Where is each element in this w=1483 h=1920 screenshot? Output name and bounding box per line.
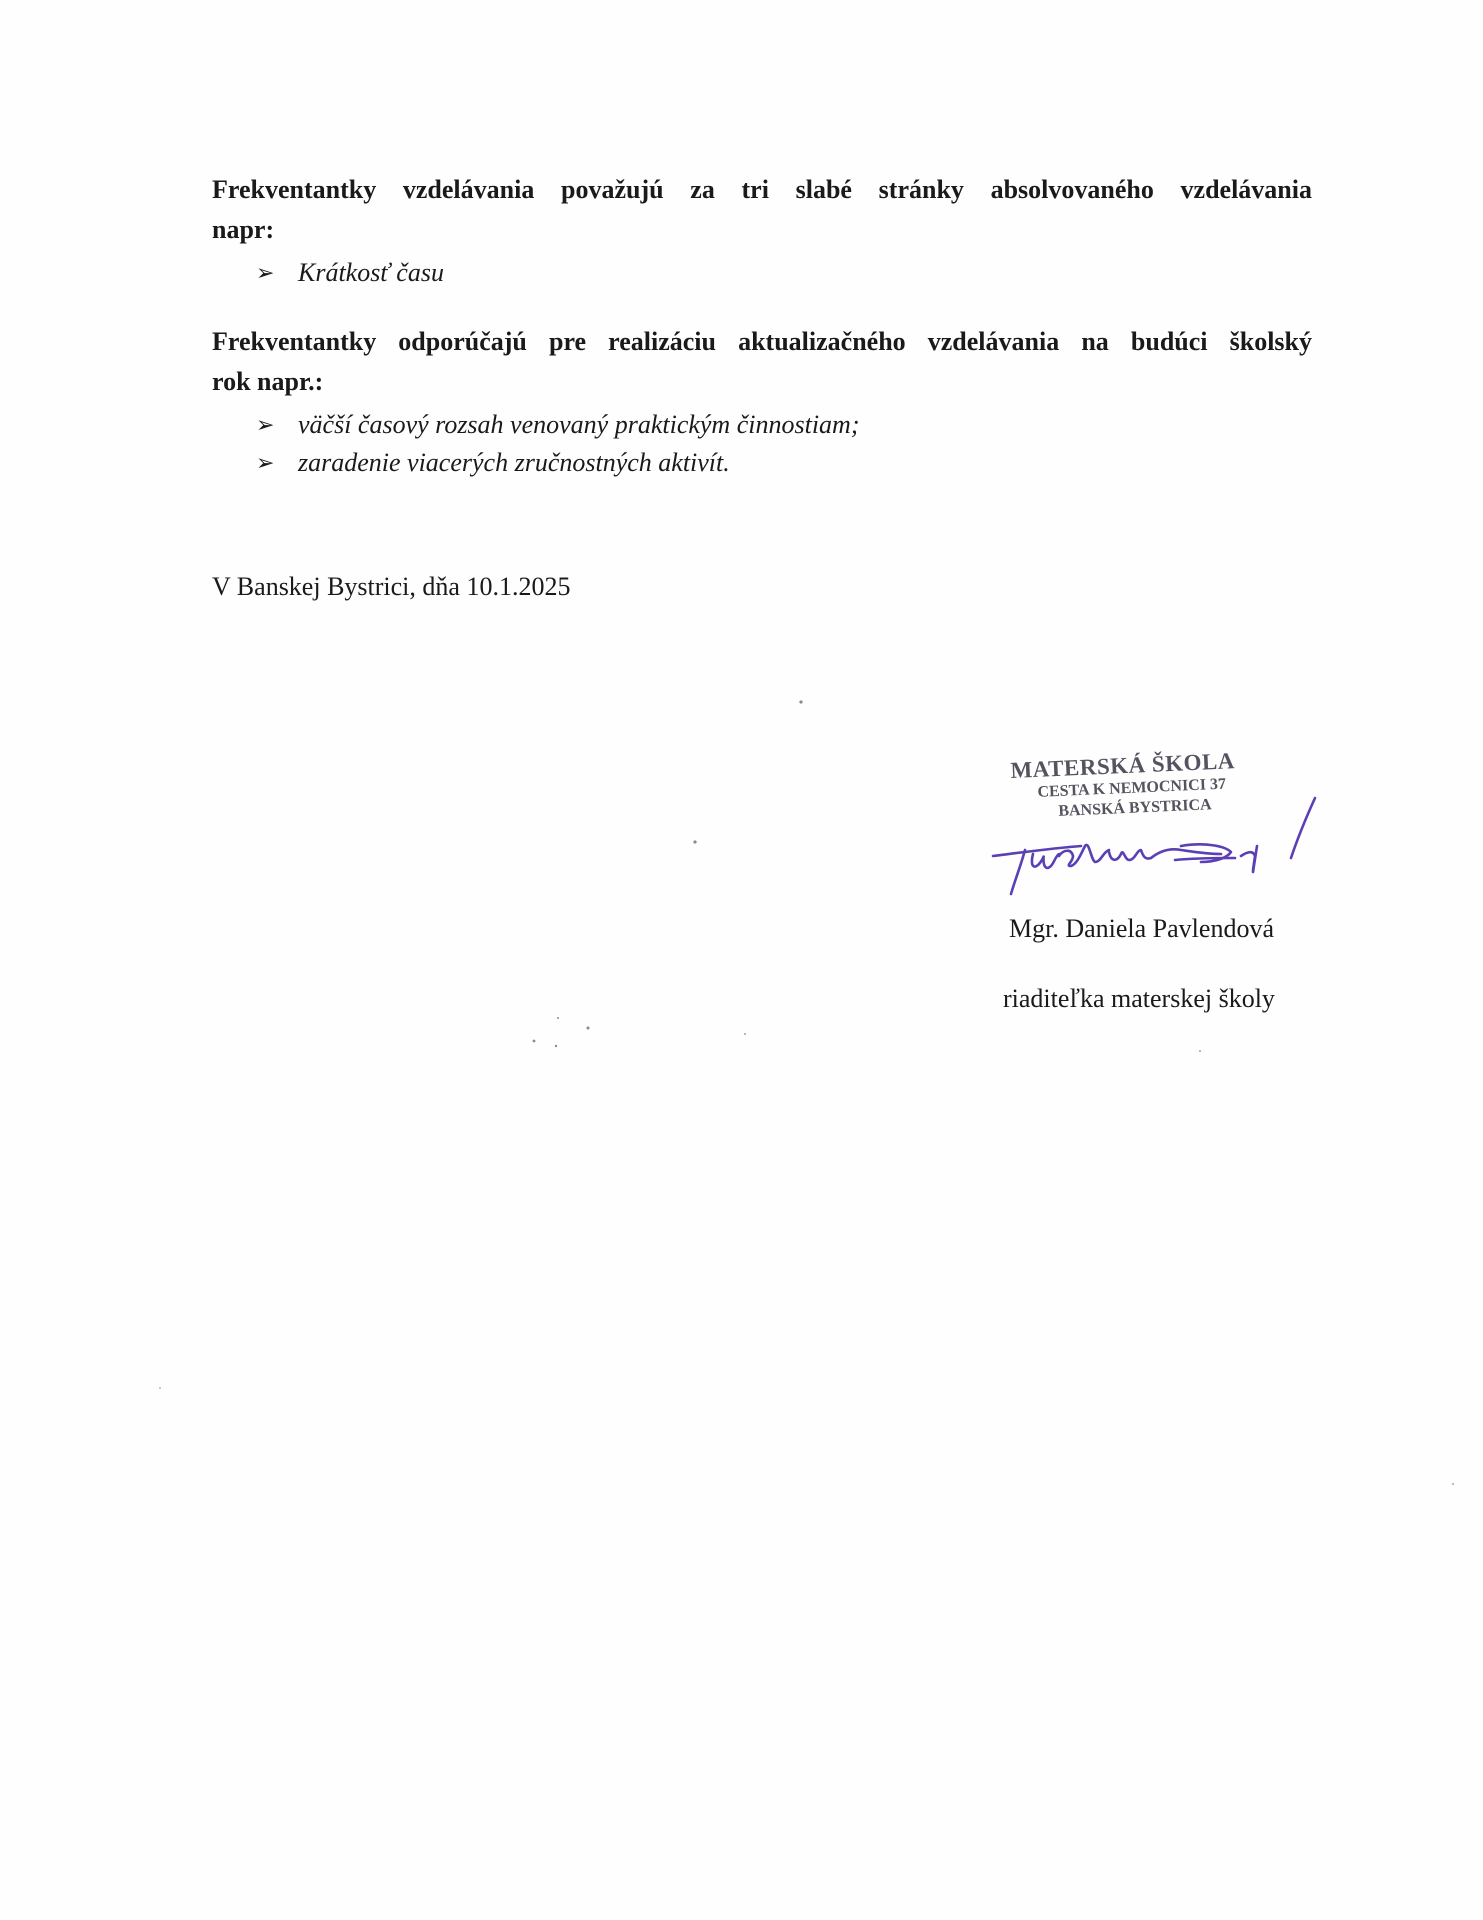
stamp-line-2: CESTA K NEMOCNICI 37	[1037, 775, 1227, 801]
arrow-bullet-icon: ➢	[256, 450, 275, 475]
list-item-text: väčší časový rozsah venovaný praktickým činnostiam;	[298, 410, 860, 439]
list-item-text: Krátkosť času	[298, 258, 444, 287]
recommendations-section	[212, 322, 1312, 482]
stamp-line-3: BANSKÁ BYSTRICA	[1058, 796, 1212, 820]
recommendations-heading-line2: rok napr.:	[212, 367, 324, 396]
stamp-line-1: MATERSKÁ ŠKOLA	[1010, 748, 1236, 783]
recommendations-heading	[212, 322, 1312, 402]
weaknesses-heading	[212, 170, 1312, 250]
arrow-bullet-icon: ➢	[256, 260, 275, 285]
weaknesses-list	[212, 254, 1312, 292]
signer-role: riaditeľka materskej školy	[1003, 984, 1275, 1013]
list-item	[212, 444, 1312, 482]
weaknesses-heading-line1: Frekventantky vzdelávania považujú za tri slabé stránky absolvovaného vzdelávania	[212, 175, 1312, 204]
recommendations-list	[212, 406, 1312, 482]
recommendations-heading-line1: Frekventantky odporúčajú pre realizáciu aktualizačného vzdelávania na budúci školský	[212, 327, 1312, 356]
list-item-text: zaradenie viacerých zručnostných aktivít.	[298, 448, 730, 477]
list-item	[212, 406, 1312, 444]
weaknesses-heading-line2: napr:	[212, 215, 275, 244]
list-item	[212, 254, 1312, 292]
arrow-bullet-icon: ➢	[256, 412, 275, 437]
place-date: V Banskej Bystrici, dňa 10.1.2025	[212, 572, 571, 601]
weaknesses-section	[212, 170, 1312, 292]
signer-name: Mgr. Daniela Pavlendová	[1009, 914, 1274, 943]
handwritten-signature	[985, 790, 1325, 900]
